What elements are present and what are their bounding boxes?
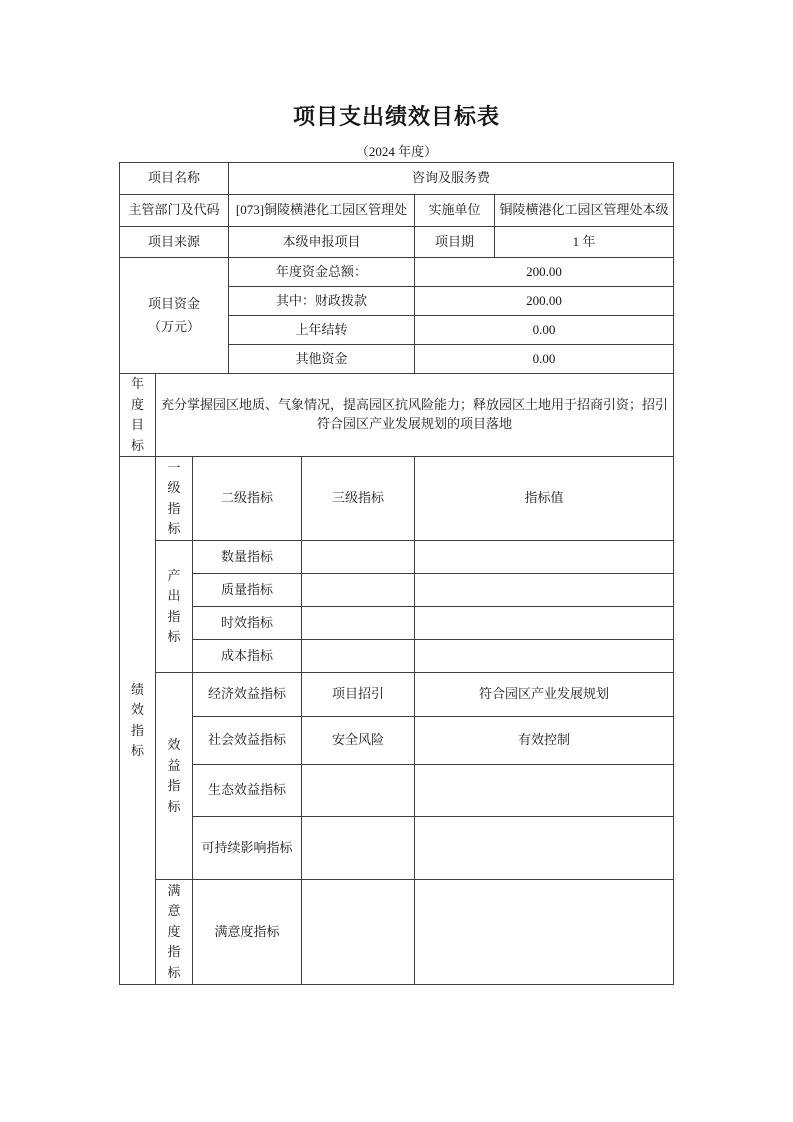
indicator-level2: 经济效益指标 xyxy=(193,673,302,717)
project-name-label: 项目名称 xyxy=(120,163,229,195)
table-row xyxy=(120,227,674,258)
indicator-level3: 项目招引 xyxy=(302,673,415,717)
indicator-level3 xyxy=(302,765,415,817)
indicator-level2: 可持续影响指标 xyxy=(193,817,302,880)
funding-other-value: 0.00 xyxy=(415,345,674,374)
indicator-level3 xyxy=(302,817,415,880)
group-benefit-label: 效益指标 xyxy=(156,673,193,880)
indicator-value: 符合园区产业发展规划 xyxy=(415,673,674,717)
indicator-level2: 成本指标 xyxy=(193,640,302,673)
impl-unit-label: 实施单位 xyxy=(415,195,495,227)
indicator-level2: 数量指标 xyxy=(193,541,302,574)
performance-target-table xyxy=(119,162,674,985)
indicator-level2: 质量指标 xyxy=(193,574,302,607)
table-row xyxy=(120,607,674,640)
indicator-level3 xyxy=(302,541,415,574)
group-satisfaction-label: 满意度指标 xyxy=(156,880,193,985)
funding-label-line2: （万元） xyxy=(148,318,201,334)
header-level2: 二级指标 xyxy=(193,457,302,541)
indicator-level2: 社会效益指标 xyxy=(193,717,302,765)
funding-carryover-value: 0.00 xyxy=(415,316,674,345)
indicator-level3 xyxy=(302,640,415,673)
period-value: 1 年 xyxy=(495,227,674,258)
page-subtitle: （2024 年度） xyxy=(355,144,438,159)
table-row xyxy=(120,195,674,227)
indicator-level2: 时效指标 xyxy=(193,607,302,640)
table-row xyxy=(120,717,674,765)
indicator-section-label: 绩效指标 xyxy=(120,457,156,985)
header-level1: 一级指标 xyxy=(156,457,193,541)
funding-total-label: 年度资金总额： xyxy=(229,258,415,287)
source-label: 项目来源 xyxy=(120,227,229,258)
indicator-value xyxy=(415,607,674,640)
table-row xyxy=(120,541,674,574)
table-row xyxy=(120,765,674,817)
dept-label: 主管部门及代码 xyxy=(120,195,229,227)
funding-total-value: 200.00 xyxy=(415,258,674,287)
table-row xyxy=(120,673,674,717)
table-row xyxy=(120,817,674,880)
table-row xyxy=(120,163,674,195)
table-row xyxy=(120,374,674,457)
funding-label-line1: 项目资金 xyxy=(148,296,201,312)
table-row xyxy=(120,258,674,287)
indicator-level3 xyxy=(302,607,415,640)
header-level3: 三级指标 xyxy=(302,457,415,541)
indicator-value xyxy=(415,574,674,607)
table-row xyxy=(120,640,674,673)
project-name-value: 咨询及服务费 xyxy=(229,163,674,195)
period-label: 项目期 xyxy=(415,227,495,258)
indicator-value xyxy=(415,541,674,574)
funding-fiscal-value: 200.00 xyxy=(415,287,674,316)
indicator-level3: 安全风险 xyxy=(302,717,415,765)
source-value: 本级申报项目 xyxy=(229,227,415,258)
dept-value: [073]铜陵横港化工园区管理处 xyxy=(229,195,415,227)
page-title: 项目支出绩效目标表 xyxy=(292,104,500,129)
funding-label xyxy=(120,258,229,374)
indicator-value: 有效控制 xyxy=(415,717,674,765)
table-row xyxy=(120,880,674,985)
group-output-label: 产出指标 xyxy=(156,541,193,673)
indicator-value xyxy=(415,765,674,817)
funding-other-label: 其他资金 xyxy=(229,345,415,374)
funding-fiscal-label: 其中：财政拨款 xyxy=(229,287,415,316)
indicator-level3 xyxy=(302,880,415,985)
table-row xyxy=(120,574,674,607)
funding-carryover-label: 上年结转 xyxy=(229,316,415,345)
annual-goal-text: 充分掌握园区地质、气象情况，提高园区抗风险能力；释放园区土地用于招商引资；招引符合园区产业发展规划的项目落地 xyxy=(156,374,674,457)
table-row xyxy=(120,457,674,541)
header-value: 指标值 xyxy=(415,457,674,541)
impl-unit-value: 铜陵横港化工园区管理处本级 xyxy=(495,195,674,227)
indicator-value xyxy=(415,880,674,985)
indicator-level3 xyxy=(302,574,415,607)
indicator-level2: 生态效益指标 xyxy=(193,765,302,817)
indicator-value xyxy=(415,817,674,880)
indicator-value xyxy=(415,640,674,673)
annual-goal-label: 年度目标 xyxy=(120,374,156,457)
indicator-level2: 满意度指标 xyxy=(193,880,302,985)
